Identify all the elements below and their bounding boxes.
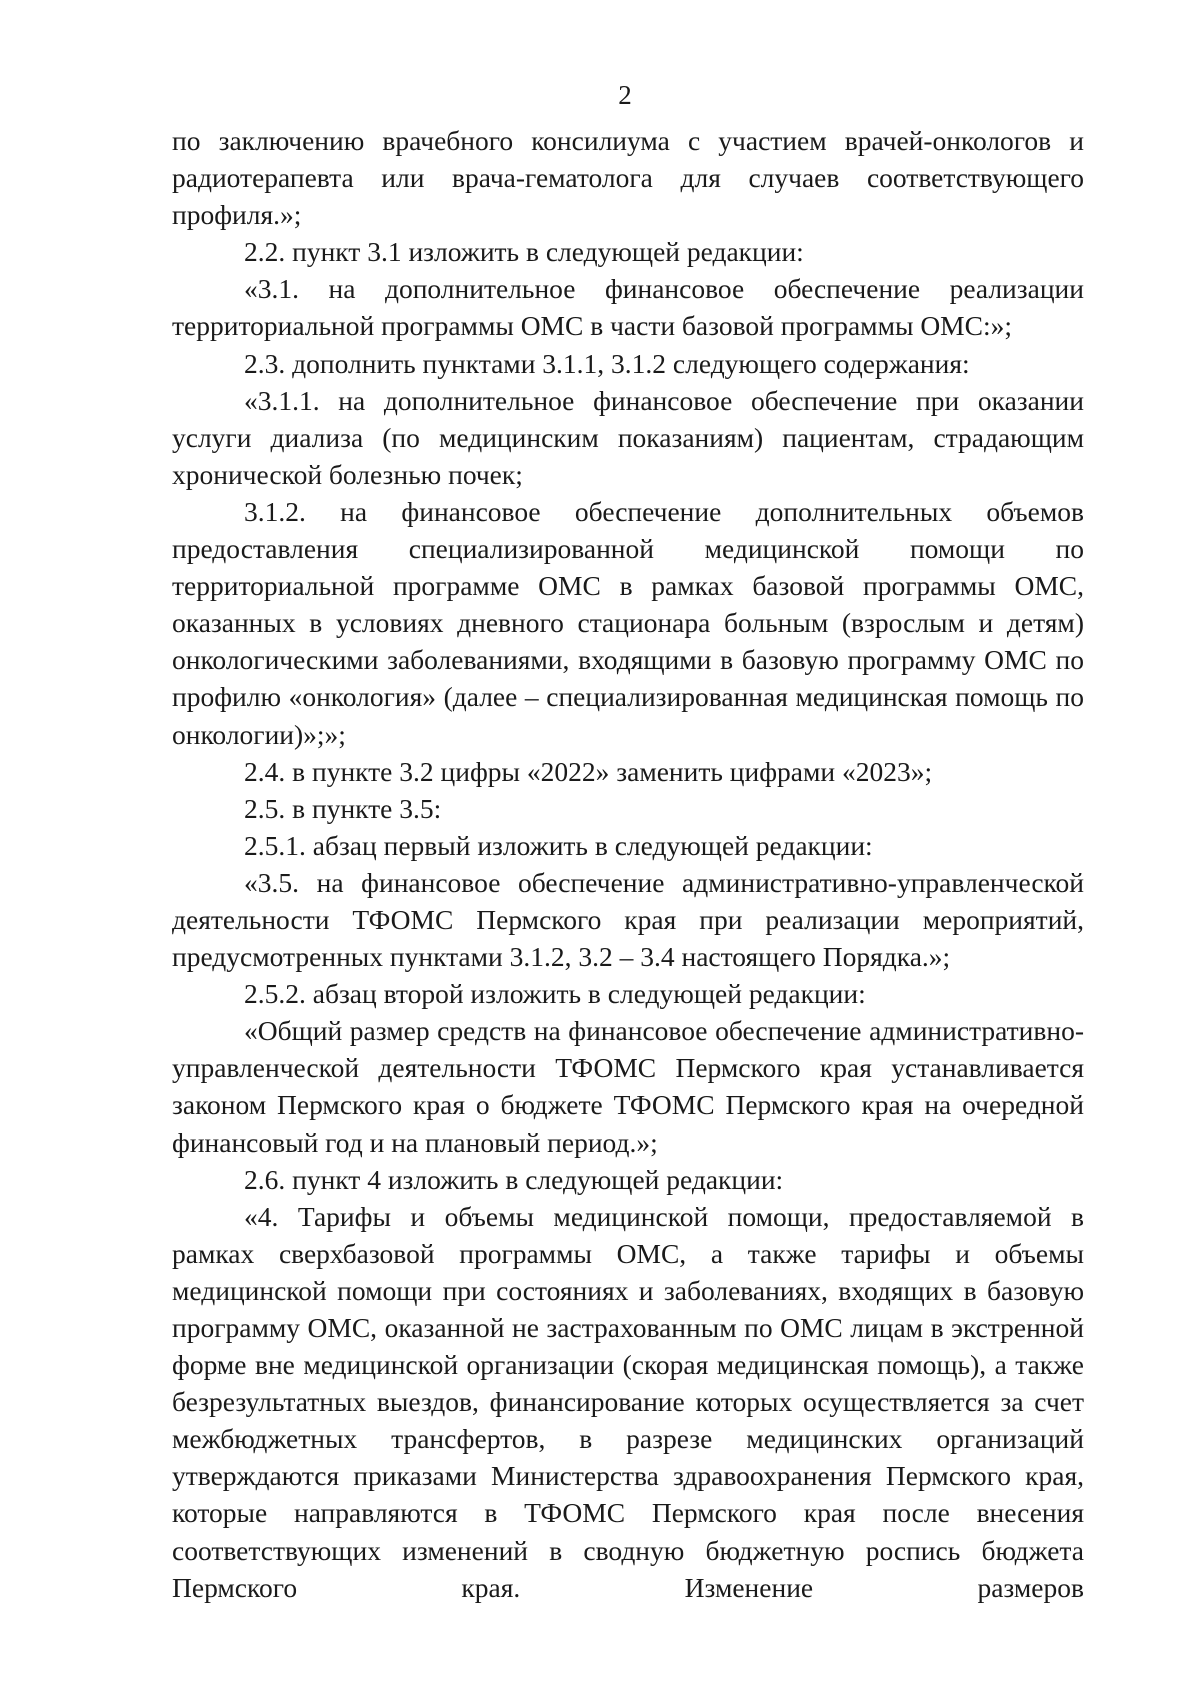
paragraph-3-5-quote: «3.5. на финансовое обеспечение административно-управленческой деятельности ТФОМС Пермского края при реализации мероприятий, предусмотренных пунктами 3.1.2, 3.2 – 3.4 настоящего Порядка.»;	[172, 866, 1084, 973]
paragraph-3-1-quote: «3.1. на дополнительное финансовое обеспечение реализации территориальной программы ОМС в части базовой программы ОМС:»;	[172, 273, 1084, 342]
page-number: 2	[618, 80, 632, 110]
paragraph-2-3: 2.3. дополнить пунктами 3.1.1, 3.1.2 следующего содержания:	[244, 347, 970, 379]
paragraph-2-5-1: 2.5.1. абзац первый изложить в следующей редакции:	[244, 829, 873, 861]
paragraph-total-amount-quote: «Общий размер средств на финансовое обеспечение административно-управленческой деятельности ТФОМС Пермского края устанавливается законом Пермского края о бюджете ТФОМС Пермского края на очередной финансовый год и на плановый период.»;	[172, 1015, 1084, 1158]
paragraph-2-2: 2.2. пункт 3.1 изложить в следующей редакции:	[244, 236, 804, 268]
paragraph-2-5: 2.5. в пункте 3.5:	[244, 792, 442, 824]
paragraph-2-4: 2.4. в пункте 3.2 цифры «2022» заменить цифрами «2023»;	[244, 755, 933, 787]
paragraph-continuation: по заключению врачебного консилиума с участием врачей-онкологов и радиотерапевта или врача-гематолога для случаев соответствующего профиля.»;	[172, 125, 1084, 231]
paragraph-2-6: 2.6. пункт 4 изложить в следующей редакции:	[244, 1163, 784, 1195]
paragraph-3-1-2-quote: 3.1.2. на финансовое обеспечение дополнительных объемов предоставления специализированной медицинской помощи по территориальной программе ОМС в рамках базовой программы ОМС, оказанных в условиях дневного стационара больным (взрослым и детям) онкологическими заболеваниями, входящими в базовую программу ОМС по профилю «онкология» (далее – специализированная медицинская помощь по онкологии)»;»;	[172, 495, 1084, 750]
paragraph-4-quote: «4. Тарифы и объемы медицинской помощи, предоставляемой в рамках сверхбазовой программы ОМС, а также тарифы и объемы медицинской помощи при состояниях и заболеваниях, входящих в базовую программу ОМС, оказанной не застрахованным по ОМС лицам в экстренной форме вне медицинской организации (скорая медицинская помощь), а также безрезультатных выездов, финансирование которых осуществляется за счет межбюджетных трансфертов, в разрезе медицинских организаций утверждаются приказами Министерства здравоохранения Пермского края, которые направляются в ТФОМС Пермского края после внесения соответствующих изменений в сводную бюджетную роспись бюджета Пермского края. Изменение размеров	[172, 1200, 1084, 1603]
paragraph-2-5-2: 2.5.2. абзац второй изложить в следующей редакции:	[244, 978, 866, 1010]
paragraph-3-1-1-quote: «3.1.1. на дополнительное финансовое обеспечение при оказании услуги диализа (по медицинским показаниям) пациентам, страдающим хронической болезнью почек;	[172, 384, 1084, 490]
document-body	[172, 122, 1084, 1606]
